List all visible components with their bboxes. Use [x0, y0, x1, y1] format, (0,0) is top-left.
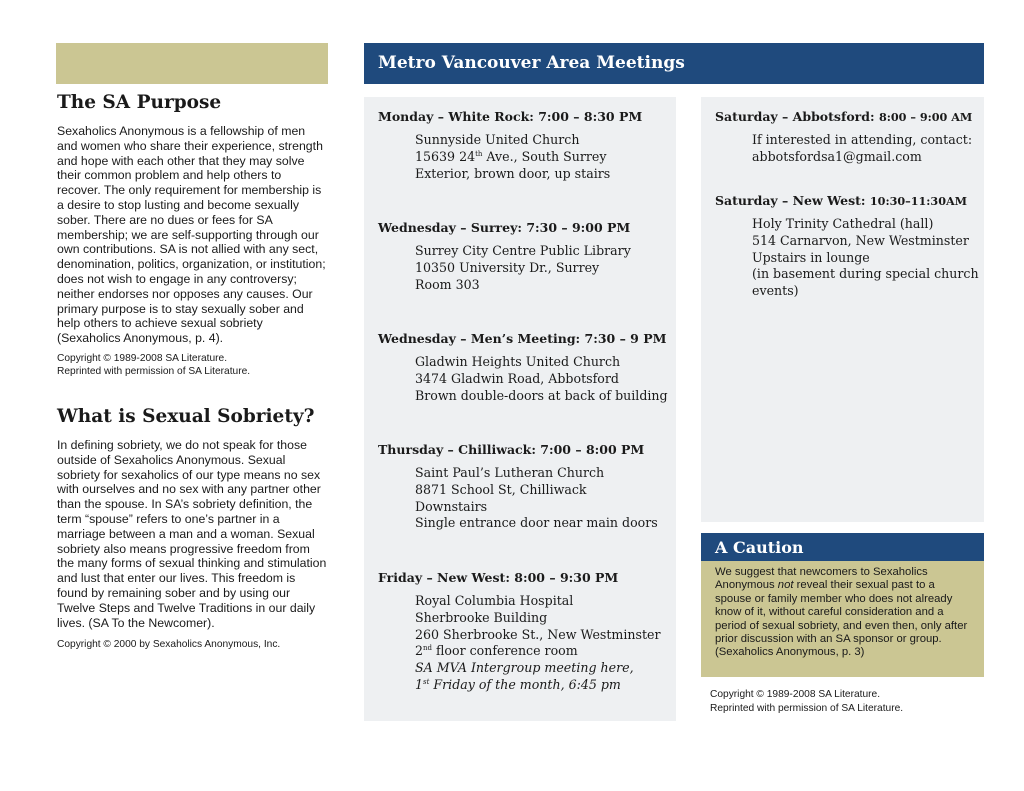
sobriety-title: What is Sexual Sobriety?	[57, 405, 315, 427]
purpose-title: The SA Purpose	[57, 92, 222, 113]
meeting-building: Sherbrooke Building	[415, 609, 548, 625]
meeting-heading: Saturday – New West: 10:30–11:30AM	[715, 193, 968, 208]
meeting-note: Single entrance door near main doors	[415, 515, 658, 531]
meeting-details	[415, 465, 658, 532]
meeting-room: 2nd floor conference room	[415, 643, 578, 659]
meeting-details	[415, 354, 668, 404]
meeting-address: 3474 Gladwin Road, Abbotsford	[415, 370, 619, 386]
caution-copyright-line1: Copyright © 1989-2008 SA Literature.	[710, 689, 881, 700]
caution-text: We suggest that newcomers to Sexaholics Anonymous not reveal their sexual past to a spouse or family member who does not already know of it, without careful consideration and a period of sexual sobriety, and even then, only after prior discussion with an SA sponsor or group. (Sexaholics Anonymous, p. 3)	[701, 561, 984, 677]
meeting-monday	[378, 109, 642, 182]
purpose-copyright	[57, 352, 327, 379]
purpose-text: Sexaholics Anonymous is a fellowship of men and women who share their experience, strength and hope with each other that they may solve their common problem and help others to recover. The only requirement for membership is a desire to stop lusting and become sexually sober. There are no dues or fees for SA membership; we are self-supporting through our own contributions. SA is not allied with any sect, denomination, politics, organization, or institution; does not wish to engage in any controversy; neither endorses nor opposes any causes. Our primary purpose is to stay sexually sober and help others to achieve sexual sobriety (Sexaholics Anonymous, p. 4).	[57, 124, 326, 346]
caution-title: A Caution	[701, 533, 984, 561]
meeting-heading: Friday – New West: 8:00 – 9:30 PM	[378, 570, 619, 585]
sobriety-copyright: Copyright © 2000 by Sexaholics Anonymous, Inc.	[57, 639, 281, 651]
meeting-address: 15639 24th Ave., South Surrey	[415, 148, 607, 164]
meeting-heading: Thursday – Chilliwack: 7:00 – 8:00 PM	[378, 442, 645, 457]
meeting-venue: Holy Trinity Cathedral (hall)	[752, 216, 934, 231]
meeting-venue: Royal Columbia Hospital	[415, 593, 574, 608]
meeting-friday	[378, 570, 661, 694]
left-header-bar	[56, 43, 328, 84]
sobriety-text: In defining sobriety, we do not speak for those outside of Sexaholics Anonymous. Sexual sobriety for sexaholics of our type means no sex with ourselves and no sex with any partner other than the spouse. In SA’s sobriety definition, the term “spouse” refers to one’s partner in a marriage between a man and a woman. Sexual sobriety also means progressive freedom from the many forms of sexual thinking and stimulation and lust that enter our lives. This freedom is found by remaining sober and by using our Twelve Steps and Twelve Traditions in our daily lives. (SA To the Newcomer).	[57, 437, 327, 630]
meeting-heading: Monday – White Rock: 7:00 – 8:30 PM	[378, 109, 643, 124]
meetings-panel-right	[701, 97, 984, 522]
meeting-note: events)	[752, 283, 799, 299]
meeting-wednesday-surrey	[378, 220, 631, 293]
meeting-saturday-newwest	[715, 193, 979, 300]
meeting-intergroup-schedule: 1st Friday of the month, 6:45 pm	[415, 676, 621, 692]
purpose-copyright-line2: Reprinted with permission of SA Literature.	[57, 366, 251, 378]
meeting-address: 8871 School St, Chilliwack	[415, 481, 587, 497]
meeting-contact-email[interactable]: abbotsfordsa1@gmail.com	[752, 148, 922, 164]
meeting-heading: Saturday – Abbotsford: 8:00 – 9:00 AM	[715, 109, 973, 124]
meeting-details	[415, 593, 661, 694]
meeting-venue: Surrey City Centre Public Library	[415, 243, 631, 258]
meeting-heading: Wednesday – Men’s Meeting: 7:30 – 9 PM	[378, 331, 667, 346]
meeting-note: Downstairs	[415, 498, 488, 514]
meeting-note: (in basement during special church	[752, 266, 979, 282]
meeting-venue: Gladwin Heights United Church	[415, 354, 621, 369]
meeting-address: 10350 University Dr., Surrey	[415, 259, 600, 275]
meeting-venue: Saint Paul’s Lutheran Church	[415, 465, 605, 480]
meeting-wednesday-mens	[378, 331, 668, 404]
meeting-note: Room 303	[415, 276, 480, 292]
meeting-heading: Wednesday – Surrey: 7:30 – 9:00 PM	[378, 220, 631, 235]
caution-copyright-line2: Reprinted with permission of SA Literature.	[710, 702, 904, 714]
meeting-details	[752, 216, 979, 300]
meeting-details	[752, 132, 972, 166]
meeting-intergroup-note: SA MVA Intergroup meeting here,	[415, 660, 634, 676]
meeting-details	[415, 243, 631, 293]
meeting-note: Brown double-doors at back of building	[415, 387, 668, 403]
caution-copyright	[710, 688, 980, 715]
meeting-note: Upstairs in lounge	[752, 249, 870, 265]
meeting-venue: Sunnyside United Church	[415, 132, 580, 147]
purpose-copyright-line1: Copyright © 1989-2008 SA Literature.	[57, 352, 228, 364]
meeting-note: Exterior, brown door, up stairs	[415, 165, 611, 181]
meeting-saturday-abbotsford	[715, 109, 972, 166]
meeting-thursday	[378, 442, 658, 532]
meetings-header: Metro Vancouver Area Meetings	[364, 43, 984, 84]
meeting-details	[415, 132, 642, 182]
meetings-panel-left	[364, 97, 676, 721]
meeting-address: 260 Sherbrooke St., New Westminster	[415, 626, 661, 642]
left-column	[57, 92, 327, 652]
meeting-address: 514 Carnarvon, New Westminster	[752, 232, 969, 248]
meeting-contact-label: If interested in attending, contact:	[752, 132, 973, 147]
